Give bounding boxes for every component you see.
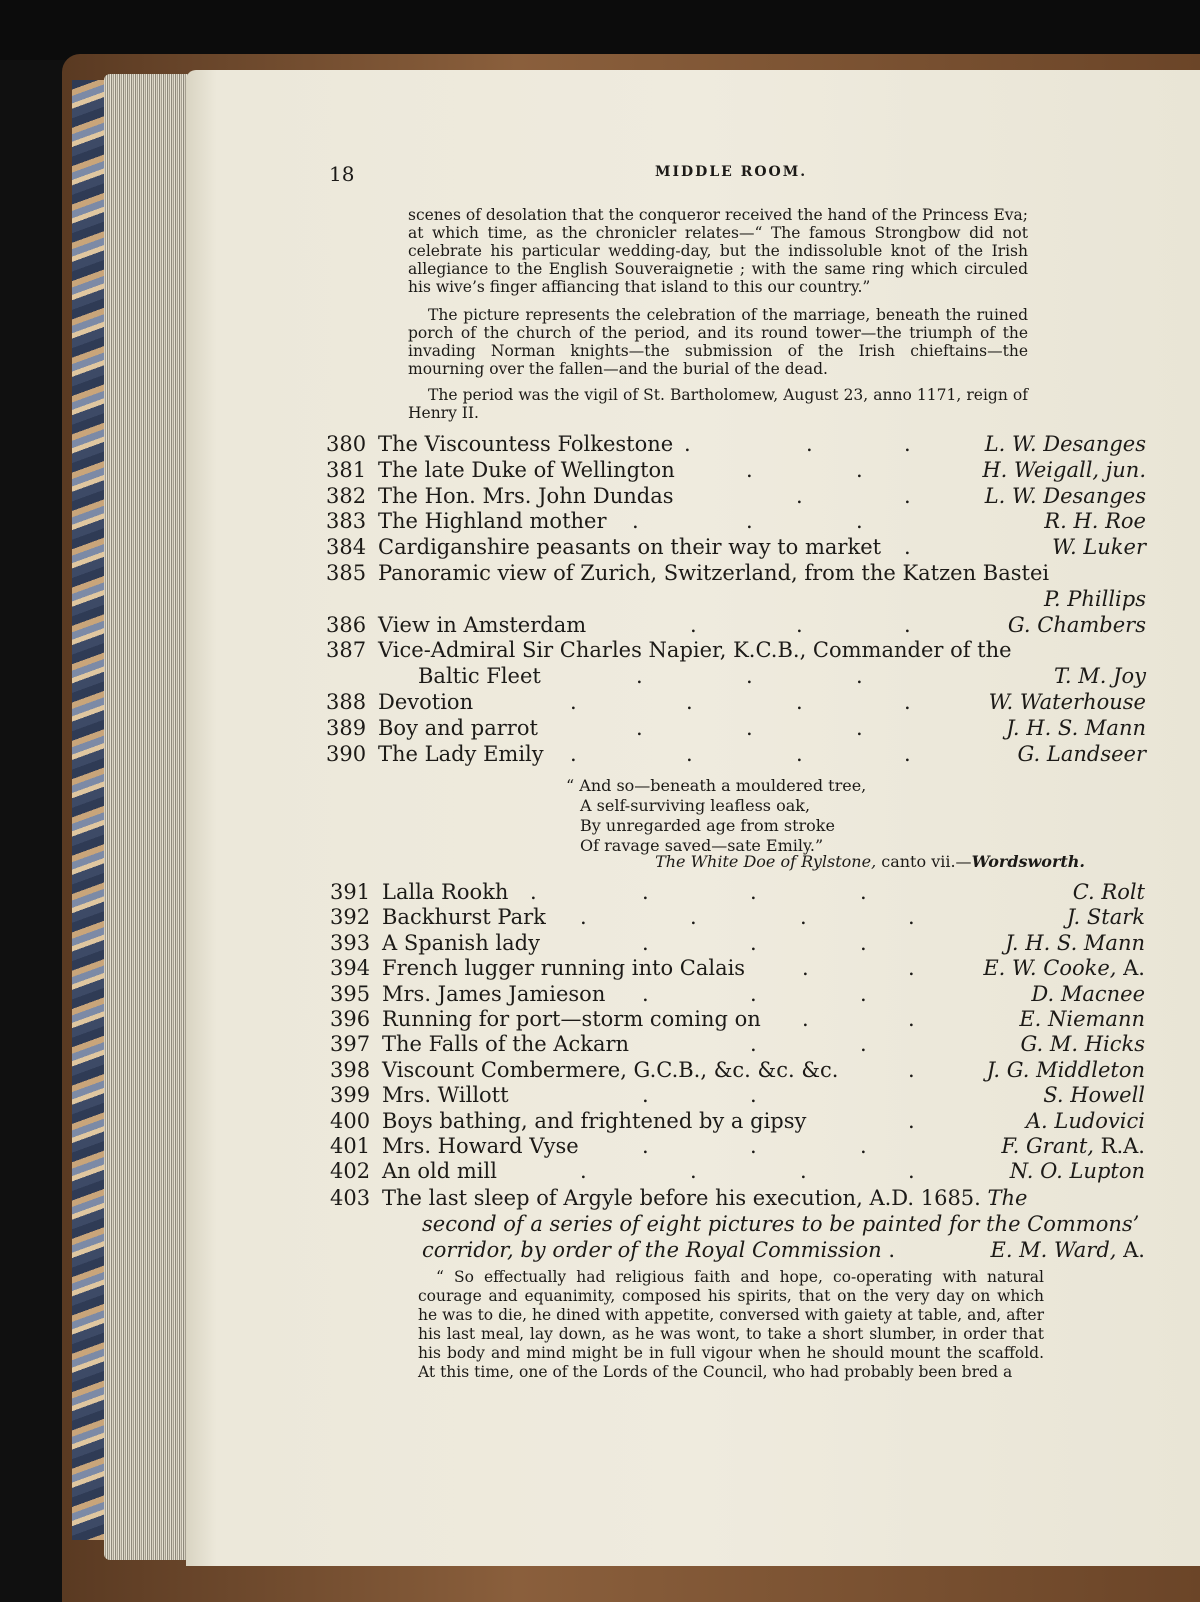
- entry-row: 382 The Hon. Mrs. John Dundas . . L. W. Desanges: [326, 483, 1146, 508]
- entry-row: 380 The Viscountess Folkestone . . . L. W. Desanges: [326, 432, 1146, 456]
- entry-artist: E. M. Ward, A.: [990, 1238, 1145, 1262]
- entry-row: 389 Boy and parrot . . . J. H. S. Mann: [326, 715, 1146, 740]
- entry-artist: D. Macnee: [1031, 981, 1145, 1006]
- poem-line: By unregarded age from stroke: [580, 816, 835, 835]
- poem-quotation: [566, 776, 867, 856]
- entry-title: French lugger running into Calais: [382, 956, 746, 981]
- entry-number: 395: [330, 981, 371, 1006]
- entry-title: Panoramic view of Zurich, Switzerland, from the Katzen Bastei: [378, 560, 1050, 585]
- entry-title: Viscount Combermere, G.C.B., &c. &c. &c.: [382, 1057, 839, 1082]
- entry-number: 397: [330, 1032, 371, 1057]
- entry-number: 401: [330, 1133, 371, 1158]
- entry-artist: S. Howell: [1043, 1083, 1145, 1108]
- entry-number: 389: [326, 715, 367, 740]
- entry-number: 386: [326, 612, 367, 637]
- entry-artist: G. M. Hicks: [1020, 1032, 1145, 1057]
- entry-title: Mrs. Howard Vyse: [382, 1133, 579, 1158]
- entry-title: The last sleep of Argyle before his execution,: [382, 1186, 863, 1210]
- entry-title: Mrs. James Jamieson: [382, 981, 606, 1006]
- entry-number: 382: [326, 483, 367, 508]
- entry-number: 398: [330, 1057, 371, 1082]
- entry-number: 403: [330, 1186, 371, 1210]
- entry-note: The: [980, 1186, 1028, 1210]
- entry-title: A Spanish lady: [382, 930, 540, 955]
- entry-title: View in Amsterdam: [378, 612, 587, 637]
- entry-artist: W. Luker: [1052, 535, 1146, 560]
- entry-number: 391: [330, 880, 371, 904]
- running-head: MIDDLE ROOM.: [655, 164, 808, 180]
- entry-artist: A. Ludovici: [1025, 1108, 1145, 1133]
- entry-artist: F. Grant, R.A.: [1001, 1133, 1145, 1158]
- entry-title: Backhurst Park: [382, 905, 546, 930]
- entry-row: 384 Cardiganshire peasants on their way to market . W. Luker: [326, 535, 1146, 560]
- entry-number: 392: [330, 905, 371, 930]
- entry-row: 393 A Spanish lady . . . J. H. S. Mann: [330, 930, 1145, 955]
- catalogue-entries-1: [326, 432, 1146, 767]
- entry-note-line: second of a series of eight pictures to be painted for the Commons’: [422, 1212, 1140, 1236]
- entry-title: The Falls of the Ackarn: [382, 1032, 630, 1057]
- cite-work: The White Doe of Rylstone,: [655, 852, 877, 871]
- entry-row: 399 Mrs. Willott . . S. Howell: [330, 1083, 1145, 1108]
- entry-artist: L. W. Desanges: [984, 483, 1146, 508]
- entry-artist: G. Landseer: [1017, 741, 1146, 766]
- entry-title: Boys bathing, and frightened by a gipsy: [382, 1108, 807, 1133]
- page-number: 18: [329, 162, 355, 186]
- entry-row: 386 View in Amsterdam . . . G. Chambers: [326, 612, 1146, 637]
- historical-quotation: [418, 1268, 1044, 1382]
- entry-title: The Viscountess Folkestone: [378, 432, 674, 456]
- entry-artist: C. Rolt: [1072, 880, 1145, 904]
- quotation-text: “ So effectually had religious faith and hope, co-operating with natural courage and equanimity, composed his spirits, that on the very day on which he was to die, he dined with appetite, conversed with gaiety at table, and, after his last meal, lay down, as he was wont, to take a short slumber, in order that his body and mind might be in full vigour when he should mount the scaffold. At this time, one of the Lords of the Council, who had probably been bred a: [418, 1268, 1044, 1381]
- poem-citation: [655, 852, 1085, 871]
- entry-artist: W. Waterhouse: [988, 689, 1146, 714]
- entry-title: Cardiganshire peasants on their way to market: [378, 535, 882, 560]
- entry-number: 394: [330, 956, 371, 981]
- intro-paragraph-1: scenes of desolation that the conqueror received the hand of the Princess Eva; at which time, as the chronicler relates—“ The famous Strongbow did not celebrate his particular wedding-day, but the indissoluble knot of the Irish allegiance to the English Souveraignetie ; with the same ring which circuled his wive’s finger affiancing that island to this our country.”: [408, 206, 1028, 296]
- entry-number: 385: [326, 560, 367, 585]
- entry-row: 392 Backhurst Park . . . . J. Stark: [330, 905, 1145, 930]
- entry-artist: P. Phillips: [1044, 586, 1146, 611]
- entry-artist: J. Stark: [1066, 905, 1145, 930]
- entry-continuation: Baltic Fleet . . . T. M. Joy: [418, 664, 1146, 689]
- entry-number: 402: [330, 1159, 371, 1184]
- entry-row: 383 The Highland mother . . . R. H. Roe: [326, 509, 1146, 534]
- poem-line: Of ravage saved—sate Emily.”: [580, 836, 824, 855]
- entry-title: The Lady Emily: [378, 741, 544, 766]
- background: [0, 0, 1200, 60]
- entry-title: Boy and parrot: [378, 715, 538, 740]
- entry-number: 393: [330, 930, 371, 955]
- entry-row: 395 Mrs. James Jamieson . . . D. Macnee: [330, 981, 1145, 1006]
- entry-artist: T. M. Joy: [1053, 664, 1146, 689]
- entry-number: 384: [326, 535, 367, 560]
- entry-number: 396: [330, 1006, 371, 1031]
- entry-row: [326, 561, 1146, 587]
- entry-artist: R. H. Roe: [1044, 509, 1146, 534]
- entry-row: 396 Running for port—storm coming on . . E. Niemann: [330, 1006, 1145, 1031]
- entry-row: [326, 638, 1146, 664]
- entry-row: 391 Lalla Rookh . . . . C. Rolt: [330, 880, 1145, 904]
- entry-row: 401 Mrs. Howard Vyse . . . F. Grant, R.A.: [330, 1133, 1145, 1158]
- entry-row: 390 The Lady Emily . . . . G. Landseer: [326, 741, 1146, 766]
- catalogue-entries-2: [330, 880, 1145, 1185]
- entry-number: 383: [326, 509, 367, 534]
- entry-number: 399: [330, 1083, 371, 1108]
- entry-number: 381: [326, 457, 367, 482]
- intro-paragraph-2: The picture represents the celebration of the marriage, beneath the ruined porch of the church of the period, and its round tower—the triumph of the invading Norman knights—the submission of the Irish chieftains—the mourning over the fallen—and the burial of the dead.: [408, 306, 1028, 378]
- entry-artist: J. H. S. Mann: [1006, 715, 1146, 740]
- marbled-endpaper: [72, 80, 106, 1540]
- entry-row: 394 French lugger running into Calais . . E. W. Cooke, A.: [330, 956, 1145, 981]
- entry-403: 403 The last sleep of Argyle before his execution, A.D. 1685. The second of a series of eight pictures to be painted for the Commons’ corridor, by order of the Royal Commission . E. M. Ward, A.: [330, 1186, 1145, 1262]
- entry-row: 400 Boys bathing, and frightened by a gipsy . A. Ludovici: [330, 1108, 1145, 1133]
- entry-artist: N. O. Lupton: [1009, 1159, 1145, 1184]
- entry-date: A.D. 1685.: [862, 1186, 981, 1210]
- entry-row: 398 Viscount Combermere, G.C.B., &c. &c. &c. . J. G. Middleton: [330, 1057, 1145, 1082]
- entry-title: Running for port—storm coming on: [382, 1006, 761, 1031]
- entry-number: 387: [326, 638, 367, 663]
- entry-title: An old mill: [382, 1159, 497, 1184]
- entry-title: The Hon. Mrs. John Dundas: [378, 483, 674, 508]
- entry-number: 400: [330, 1108, 371, 1133]
- entry-number: 390: [326, 741, 367, 766]
- entry-title-continued: Baltic Fleet: [418, 664, 541, 689]
- entry-artist: H. Weigall, jun.: [982, 457, 1146, 482]
- entry-artist: L. W. Desanges: [984, 432, 1146, 456]
- entry-artist: E. W. Cooke, A.: [983, 956, 1145, 981]
- entry-title: The Highland mother: [378, 509, 607, 534]
- entry-note-line: corridor, by order of the Royal Commission: [422, 1238, 882, 1262]
- poem-line: “ And so—beneath a mouldered tree,: [566, 776, 867, 795]
- entry-artist: E. Niemann: [1019, 1006, 1145, 1031]
- entry-artist: J. G. Middleton: [986, 1057, 1145, 1082]
- entry-row: 397 The Falls of the Ackarn . . G. M. Hicks: [330, 1032, 1145, 1057]
- cite-author: Wordsworth.: [971, 852, 1085, 871]
- entry-continuation: [326, 587, 1146, 613]
- entry-title: Lalla Rookh: [382, 880, 509, 904]
- cite-canto: canto vii.—: [876, 852, 972, 871]
- entry-row: 381 The late Duke of Wellington . . H. Weigall, jun.: [326, 457, 1146, 482]
- entry-title: The late Duke of Wellington: [378, 457, 675, 482]
- entry-title: Devotion: [378, 689, 474, 714]
- entry-number: 388: [326, 689, 367, 714]
- page-edges: [104, 74, 190, 1560]
- entry-row: 402 An old mill . . . . N. O. Lupton: [330, 1159, 1145, 1184]
- entry-row: 388 Devotion . . . . W. Waterhouse: [326, 689, 1146, 714]
- intro-paragraph-3: The period was the vigil of St. Bartholomew, August 23, anno 1171, reign of Henry II.: [408, 386, 1028, 422]
- entry-artist: J. H. S. Mann: [1005, 930, 1145, 955]
- entry-number: 380: [326, 432, 367, 456]
- entry-artist: G. Chambers: [1007, 612, 1146, 637]
- poem-line: A self-surviving leafless oak,: [580, 796, 811, 815]
- entry-title: Vice-Admiral Sir Charles Napier, K.C.B., Commander of the: [378, 638, 1012, 663]
- entry-title: Mrs. Willott: [382, 1083, 509, 1108]
